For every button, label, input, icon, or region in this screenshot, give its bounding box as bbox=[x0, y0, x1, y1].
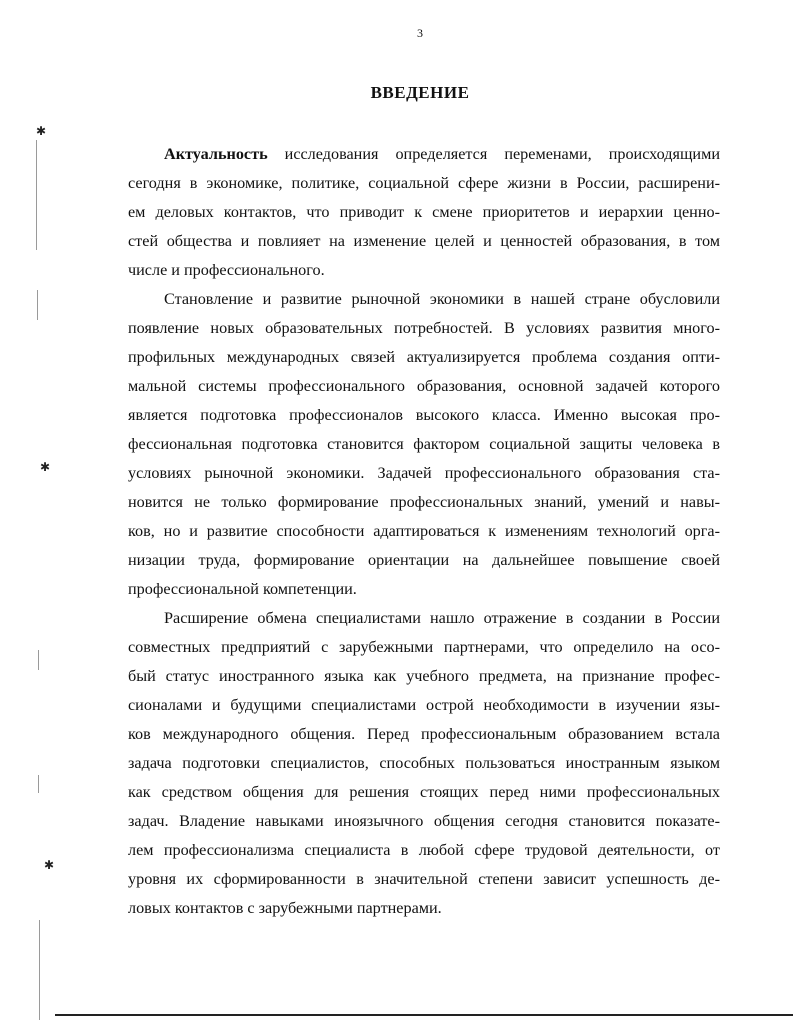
paragraph-2-line-5: является подготовка профессионалов высокого класса. Именно высокая про- bbox=[128, 406, 720, 424]
paragraph-3-line-4: сионалами и будущими специалистами острой необходимости в изучении язы- bbox=[128, 696, 720, 714]
paragraph-3-line-1: Расширение обмена специалистами нашло отражение в создании в России bbox=[164, 609, 720, 627]
paragraph-2-line-4: мальной системы профессионального образования, основной задачей которого bbox=[128, 377, 720, 395]
paragraph-3-line-3: бый статус иностранного языка как учебного предмета, на признание профес- bbox=[128, 667, 720, 685]
paragraph-3-line-11: ловых контактов с зарубежными партнерами. bbox=[128, 899, 442, 917]
bold-lead: Актуальность bbox=[164, 145, 268, 163]
scan-margin-line bbox=[37, 290, 38, 320]
scan-speck-icon: ✱ bbox=[44, 858, 55, 872]
scan-speck-icon: ✱ bbox=[40, 460, 51, 474]
paragraph-1-line-1 bbox=[128, 144, 720, 164]
paragraph-3-line-9: лем профессионализма специалиста в любой сфере трудовой деятельности, от bbox=[128, 841, 720, 859]
paragraph-3-line-8: задач. Владение навыками иноязычного общения сегодня становится показате- bbox=[128, 812, 720, 830]
paragraph-2-line-7: условиях рыночной экономики. Задачей профессионального образования ста- bbox=[128, 464, 720, 482]
paragraph-2-line-3: профильных международных связей актуализируется проблема создания опти- bbox=[128, 348, 720, 366]
page-title: ВВЕДЕНИЕ bbox=[370, 83, 470, 102]
paragraph-2-line-1: Становление и развитие рыночной экономики в нашей стране обусловили bbox=[164, 290, 720, 308]
paragraph-3-line-10: уровня их сформированности в значительной степени зависит успешность де- bbox=[128, 870, 720, 888]
scan-speck-icon: ✱ bbox=[36, 124, 47, 138]
paragraph-1-line-5: числе и профессионального. bbox=[128, 261, 325, 279]
paragraph-2-line-8: новится не только формирование профессиональных знаний, умений и навы- bbox=[128, 493, 720, 511]
paragraph-1-line-3: ем деловых контактов, что приводит к смене приоритетов и иерархии ценно- bbox=[128, 203, 720, 221]
paragraph-3-line-6: задача подготовки специалистов, способных пользоваться иностранным языком bbox=[128, 754, 720, 772]
scan-bottom-edge bbox=[55, 1014, 793, 1016]
paragraph-1-line-4: стей общества и повлияет на изменение целей и ценностей образования, в том bbox=[128, 232, 720, 250]
scan-margin-line bbox=[36, 140, 37, 250]
paragraph-3-line-7: как средством общения для решения стоящих перед ними профессиональных bbox=[128, 783, 720, 801]
scan-margin-line bbox=[38, 650, 39, 670]
paragraph-3-line-2: совместных предприятий с зарубежными партнерами, что определило на осо- bbox=[128, 638, 720, 656]
paragraph-2-line-6: фессиональная подготовка становится фактором социальной защиты человека в bbox=[128, 435, 720, 453]
page-number: 3 bbox=[417, 26, 423, 40]
paragraph-2-line-10: низации труда, формирование ориентации на дальнейшее повышение своей bbox=[128, 551, 720, 569]
paragraph-2-line-9: ков, но и развитие способности адаптироваться к изменениям технологий орга- bbox=[128, 522, 720, 540]
paragraph-2-line-2: появление новых образовательных потребностей. В условиях развития много- bbox=[128, 319, 720, 337]
paragraph-3-line-5: ков международного общения. Перед профессиональным образованием встала bbox=[128, 725, 720, 743]
text-run: исследования определяется переменами, происходящими bbox=[267, 145, 720, 163]
scan-margin-line bbox=[39, 920, 40, 1020]
paragraph-1-line-2: сегодня в экономике, политике, социальной сфере жизни в России, расширени- bbox=[128, 174, 720, 192]
paragraph-2-line-11: профессиональной компетенции. bbox=[128, 580, 357, 598]
scan-margin-line bbox=[38, 775, 39, 793]
